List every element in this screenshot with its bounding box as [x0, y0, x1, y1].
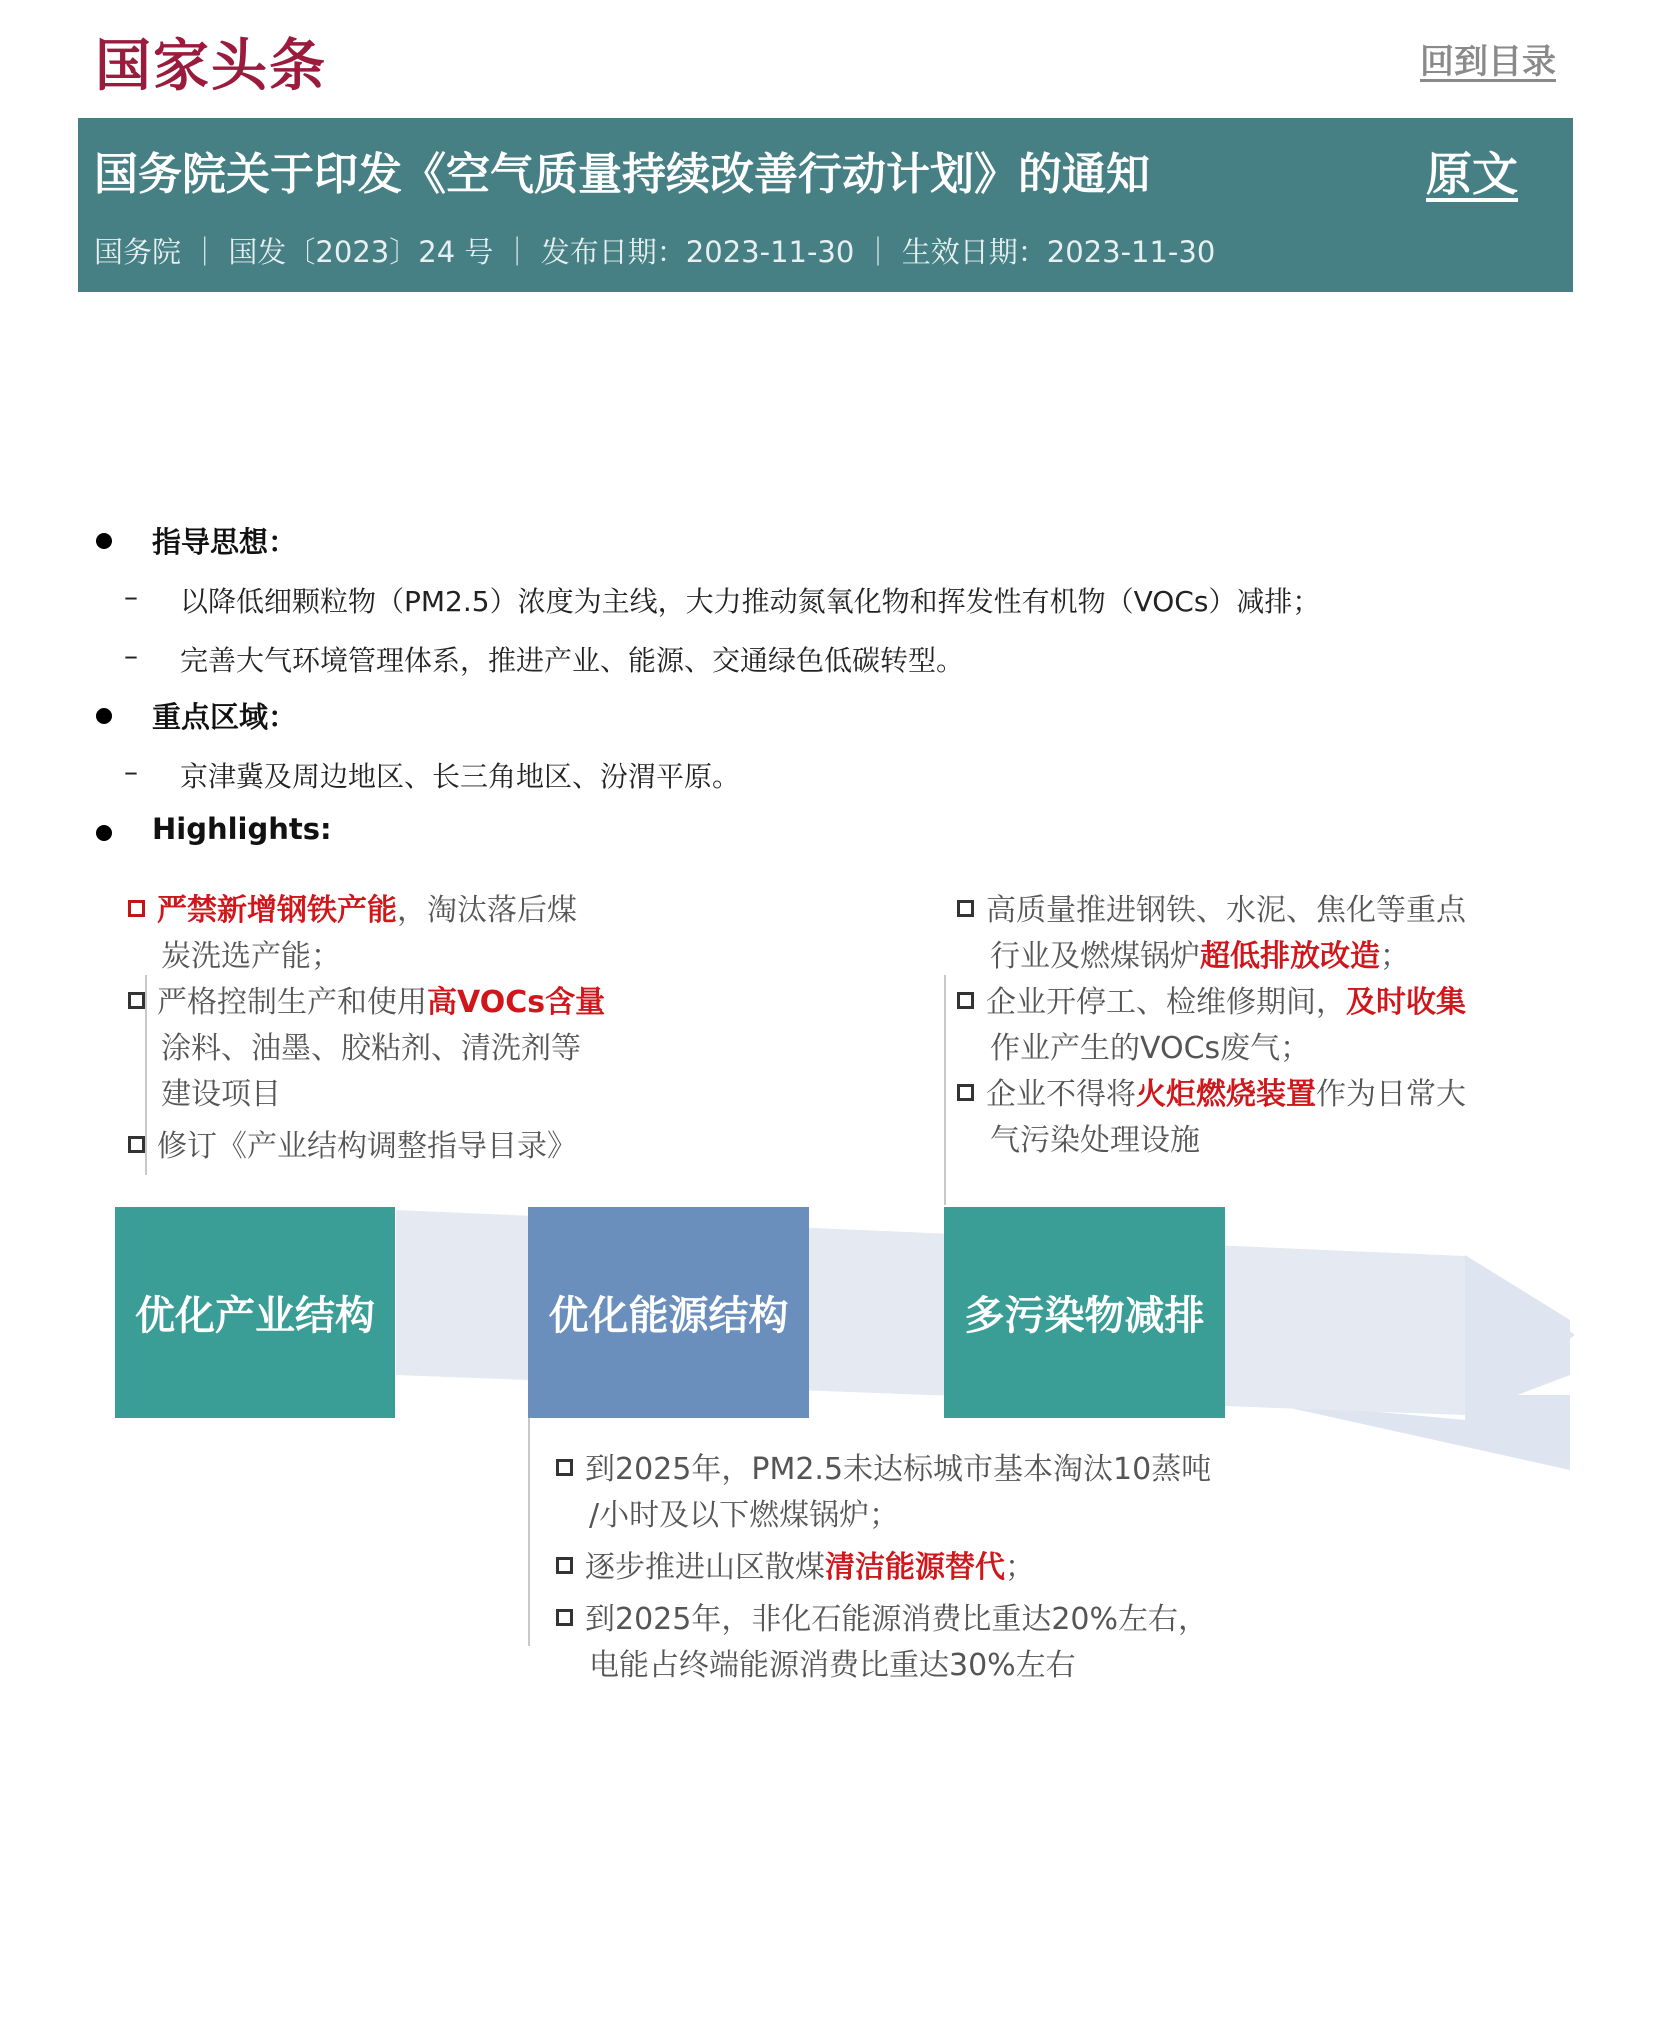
document-meta: 国务院 ｜ 国发〔2023〕24 号 ｜ 发布日期：2023-11-30 ｜ 生效日期：2023-11-30: [94, 235, 1216, 269]
section-heading-guiding: 指导思想：: [152, 525, 298, 559]
section-heading-regions: 重点区域：: [152, 700, 298, 734]
list-item: 完善大气环境管理体系，推进产业、能源、交通绿色低碳转型。: [180, 644, 965, 677]
dash-icon: –: [124, 639, 138, 672]
energy-highlights: 到2025年，PM2.5未达标城市基本淘汰10蒸吨 /小时及以下燃煤锅炉； 逐步推进山区散煤清洁能源替代； 到2025年，非化石能源消费比重达20%左右， 电能占终端能源消费比重达30%左右: [556, 1447, 1211, 1689]
stage-pollutants: 多污染物减排: [944, 1207, 1225, 1418]
list-item: 京津冀及周边地区、长三角地区、汾渭平原。: [180, 760, 741, 793]
brand-title: 国家头条: [95, 34, 327, 99]
checkbox-icon: [556, 1557, 573, 1574]
checkbox-icon: [556, 1609, 573, 1626]
pollutant-highlights: 高质量推进钢铁、水泥、焦化等重点 行业及燃煤锅炉超低排放改造； 企业开停工、检维修期间，及时收集 作业产生的VOCs废气； 企业不得将火炬燃烧装置作为日常大 气污染处理设施: [957, 888, 1466, 1164]
checkbox-icon: [128, 1136, 145, 1153]
checkbox-icon: [556, 1459, 573, 1476]
industry-highlights: 严禁新增钢铁产能，淘汰落后煤 炭洗选产能； 严格控制生产和使用高VOCs含量 涂料、油墨、胶粘剂、清洗剂等 建设项目 修订《产业结构调整指导目录》: [128, 888, 605, 1170]
divider-line: [528, 1418, 530, 1646]
stage-industry: 优化产业结构: [115, 1207, 395, 1418]
checkbox-icon: [128, 900, 145, 917]
stage-energy: 优化能源结构: [528, 1207, 809, 1418]
checkbox-icon: [128, 992, 145, 1009]
dash-icon: –: [124, 755, 138, 788]
document-title: 国务院关于印发《空气质量持续改善行动计划》的通知: [94, 149, 1150, 200]
dash-icon: –: [124, 580, 138, 613]
checkbox-icon: [957, 900, 974, 917]
divider-line: [944, 975, 946, 1205]
back-to-contents-link[interactable]: 回到目录: [1420, 42, 1556, 82]
list-item: 以降低细颗粒物（PM2.5）浓度为主线，大力推动氮氧化物和挥发性有机物（VOCs）减排；: [180, 585, 1321, 618]
original-text-link[interactable]: 原文: [1426, 147, 1518, 201]
checkbox-icon: [957, 992, 974, 1009]
section-heading-highlights: Highlights:: [152, 812, 332, 846]
checkbox-icon: [957, 1084, 974, 1101]
